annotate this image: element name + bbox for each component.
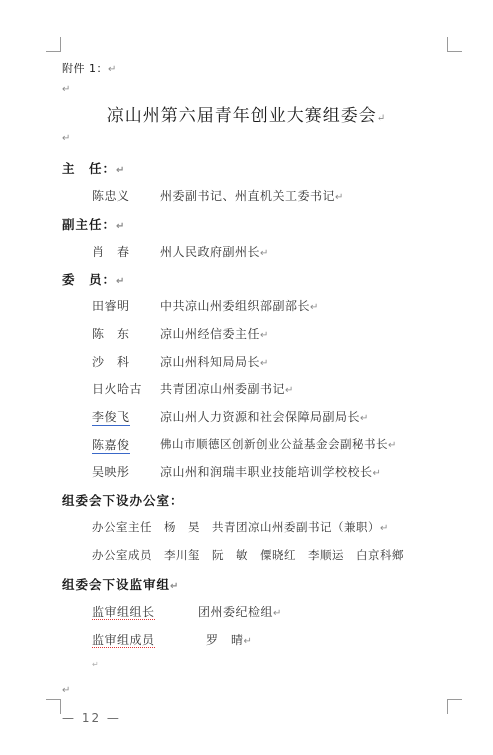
office-row: 办公室成员 李川玺 阮 敏 僳晓红 李顺运 白京科鄉 [92,548,404,562]
member-role: 凉山州经信委主任↵ [160,327,269,341]
member-name: 陈嘉俊 [92,438,130,452]
empty-paragraph: ↵ [62,133,71,144]
heading-office: 组委会下设办公室： [62,493,184,508]
heading-members: 委 员：↵ [62,272,126,287]
member-name: 田睿明 [92,299,130,313]
supervision-label: 监审组组长 [92,605,155,619]
member-name: 沙 科 [92,355,130,369]
vice-director-name: 肖 春 [92,245,130,259]
member-name: 日火哈古 [92,382,143,396]
member-role: 共青团凉山州委副书记↵ [160,382,294,396]
empty-paragraph: ↵ [62,84,71,95]
member-role: 凉山州人力资源和社会保障局副局长↵ [160,410,369,424]
director-name: 陈忠义 [92,189,130,203]
member-role: 凉山州科知局局长↵ [160,355,269,369]
member-role: 凉山州和润瑞丰职业技能培训学校校长↵ [160,465,382,479]
heading-supervision: 组委会下设监审组↵ [62,577,180,592]
supervision-value: 团州委纪检组↵ [198,605,282,619]
empty-paragraph: ↵ [62,685,71,696]
attachment-label: 附件 1：↵ [62,62,117,75]
crop-mark-bottom-left [46,699,61,714]
paragraph-mark: ↵ [92,660,99,669]
supervision-label: 监审组成员 [92,633,155,647]
member-role: 佛山市顺德区创新创业公益基金会副秘书长↵ [160,437,397,451]
crop-mark-bottom-right [447,699,462,714]
heading-vice-director: 副主任：↵ [62,217,126,232]
page-number: — 12 — [62,711,121,725]
crop-mark-top-right [447,37,462,52]
director-role: 州委副书记、州直机关工委书记↵ [160,189,344,203]
member-name: 陈 东 [92,327,130,341]
member-name: 李俊飞 [92,410,130,424]
office-row: 办公室主任 杨 昊 共青团凉山州委副书记（兼职）↵ [92,520,389,534]
heading-director: 主 任：↵ [62,161,126,176]
supervision-value: 罗 晴↵ [206,633,253,647]
member-name: 吴映彤 [92,465,130,479]
document-title: 凉山州第六届青年创业大赛组委会↵ [106,106,387,126]
member-role: 中共凉山州委组织部副部长↵ [160,299,319,313]
crop-mark-top-left [46,37,61,52]
vice-director-role: 州人民政府副州长↵ [160,245,269,259]
